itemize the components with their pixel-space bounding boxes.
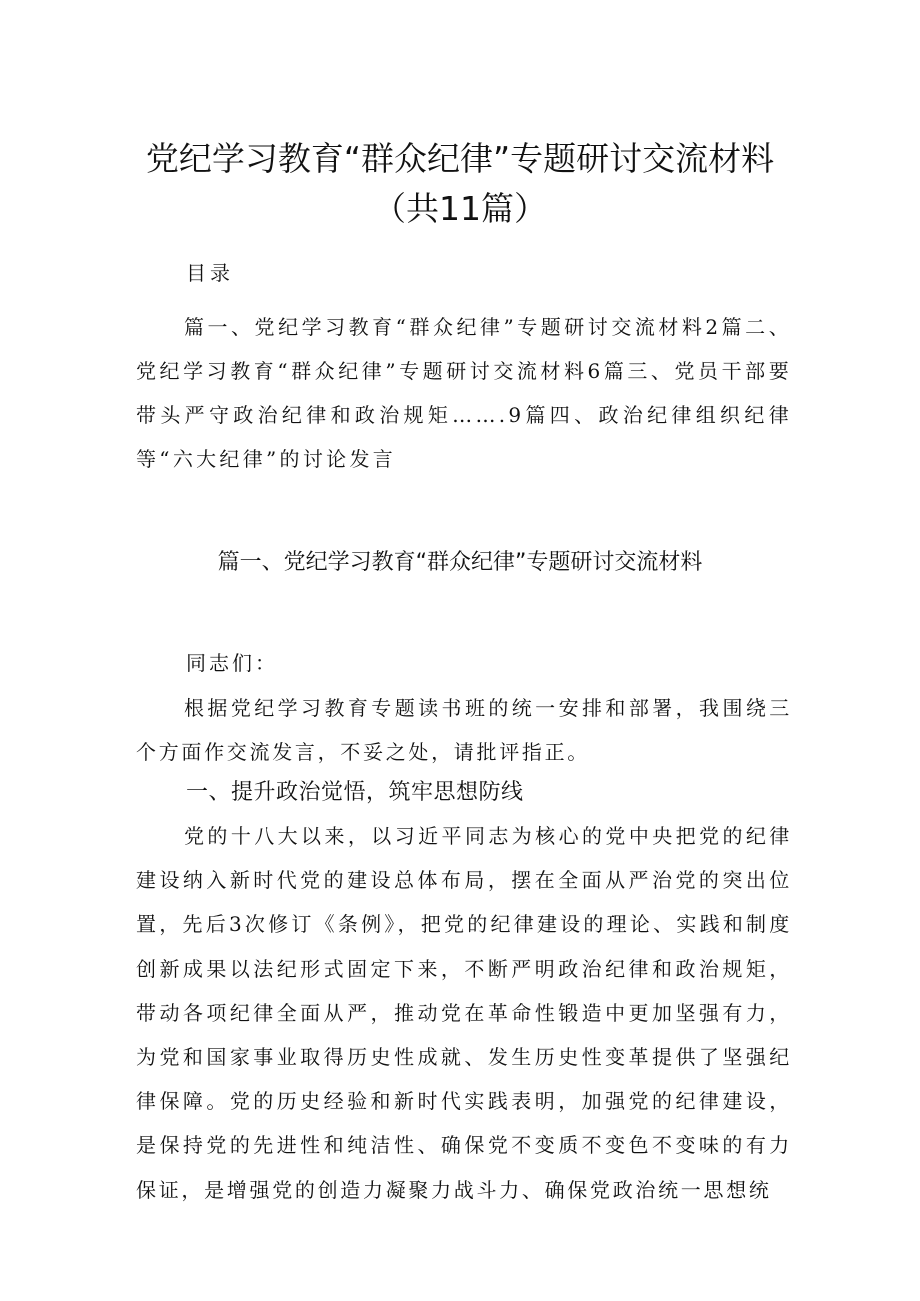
- section-heading: 篇一、党纪学习教育“群众纪律”专题研讨交流材料: [217, 550, 703, 575]
- document-title: 党纪学习教育“群众纪律”专题研讨交流材料（共11篇）: [145, 139, 775, 228]
- toc-entries: 篇一、党纪学习教育“群众纪律”专题研讨交流材料2篇二、党纪学习教育“群众纪律”专题研讨交流材料6篇三、党员干部要带头严守政治纪律和政治规矩…….9篇四、政治纪律组织纪律等“六大纪律”的讨论发言: [136, 315, 792, 471]
- intro-paragraph: 根据党纪学习教育专题读书班的统一安排和部署，我围绕三个方面作交流发言，不妥之处，请批评指正。: [136, 696, 792, 764]
- subsection-heading: 一、提升政治觉悟，筑牢思想防线: [186, 780, 524, 805]
- greeting: 同志们：: [186, 651, 278, 675]
- toc-heading: 目录: [186, 261, 234, 285]
- body-paragraph: 党的十八大以来，以习近平同志为核心的党中央把党的纪律建设纳入新时代党的建设总体布局，摆在全面从严治党的突出位置，先后3次修订《条例》，把党的纪律建设的理论、实践和制度创新成果以法纪形式固定下来，不断严明政治纪律和政治规矩，带动各项纪律全面从严，推动党在革命性锻造中更加坚强有力，为党和国家事业取得历史性成就、发生历史性变革提供了坚强纪律保障。党的历史经验和新时代实践表明，加强党的纪律建设，是保持党的先进性和纯洁性、确保党不变质不变色不变味的有力保证，是增强党的创造力凝聚力战斗力、确保党政治统一思想统: [136, 824, 792, 1202]
